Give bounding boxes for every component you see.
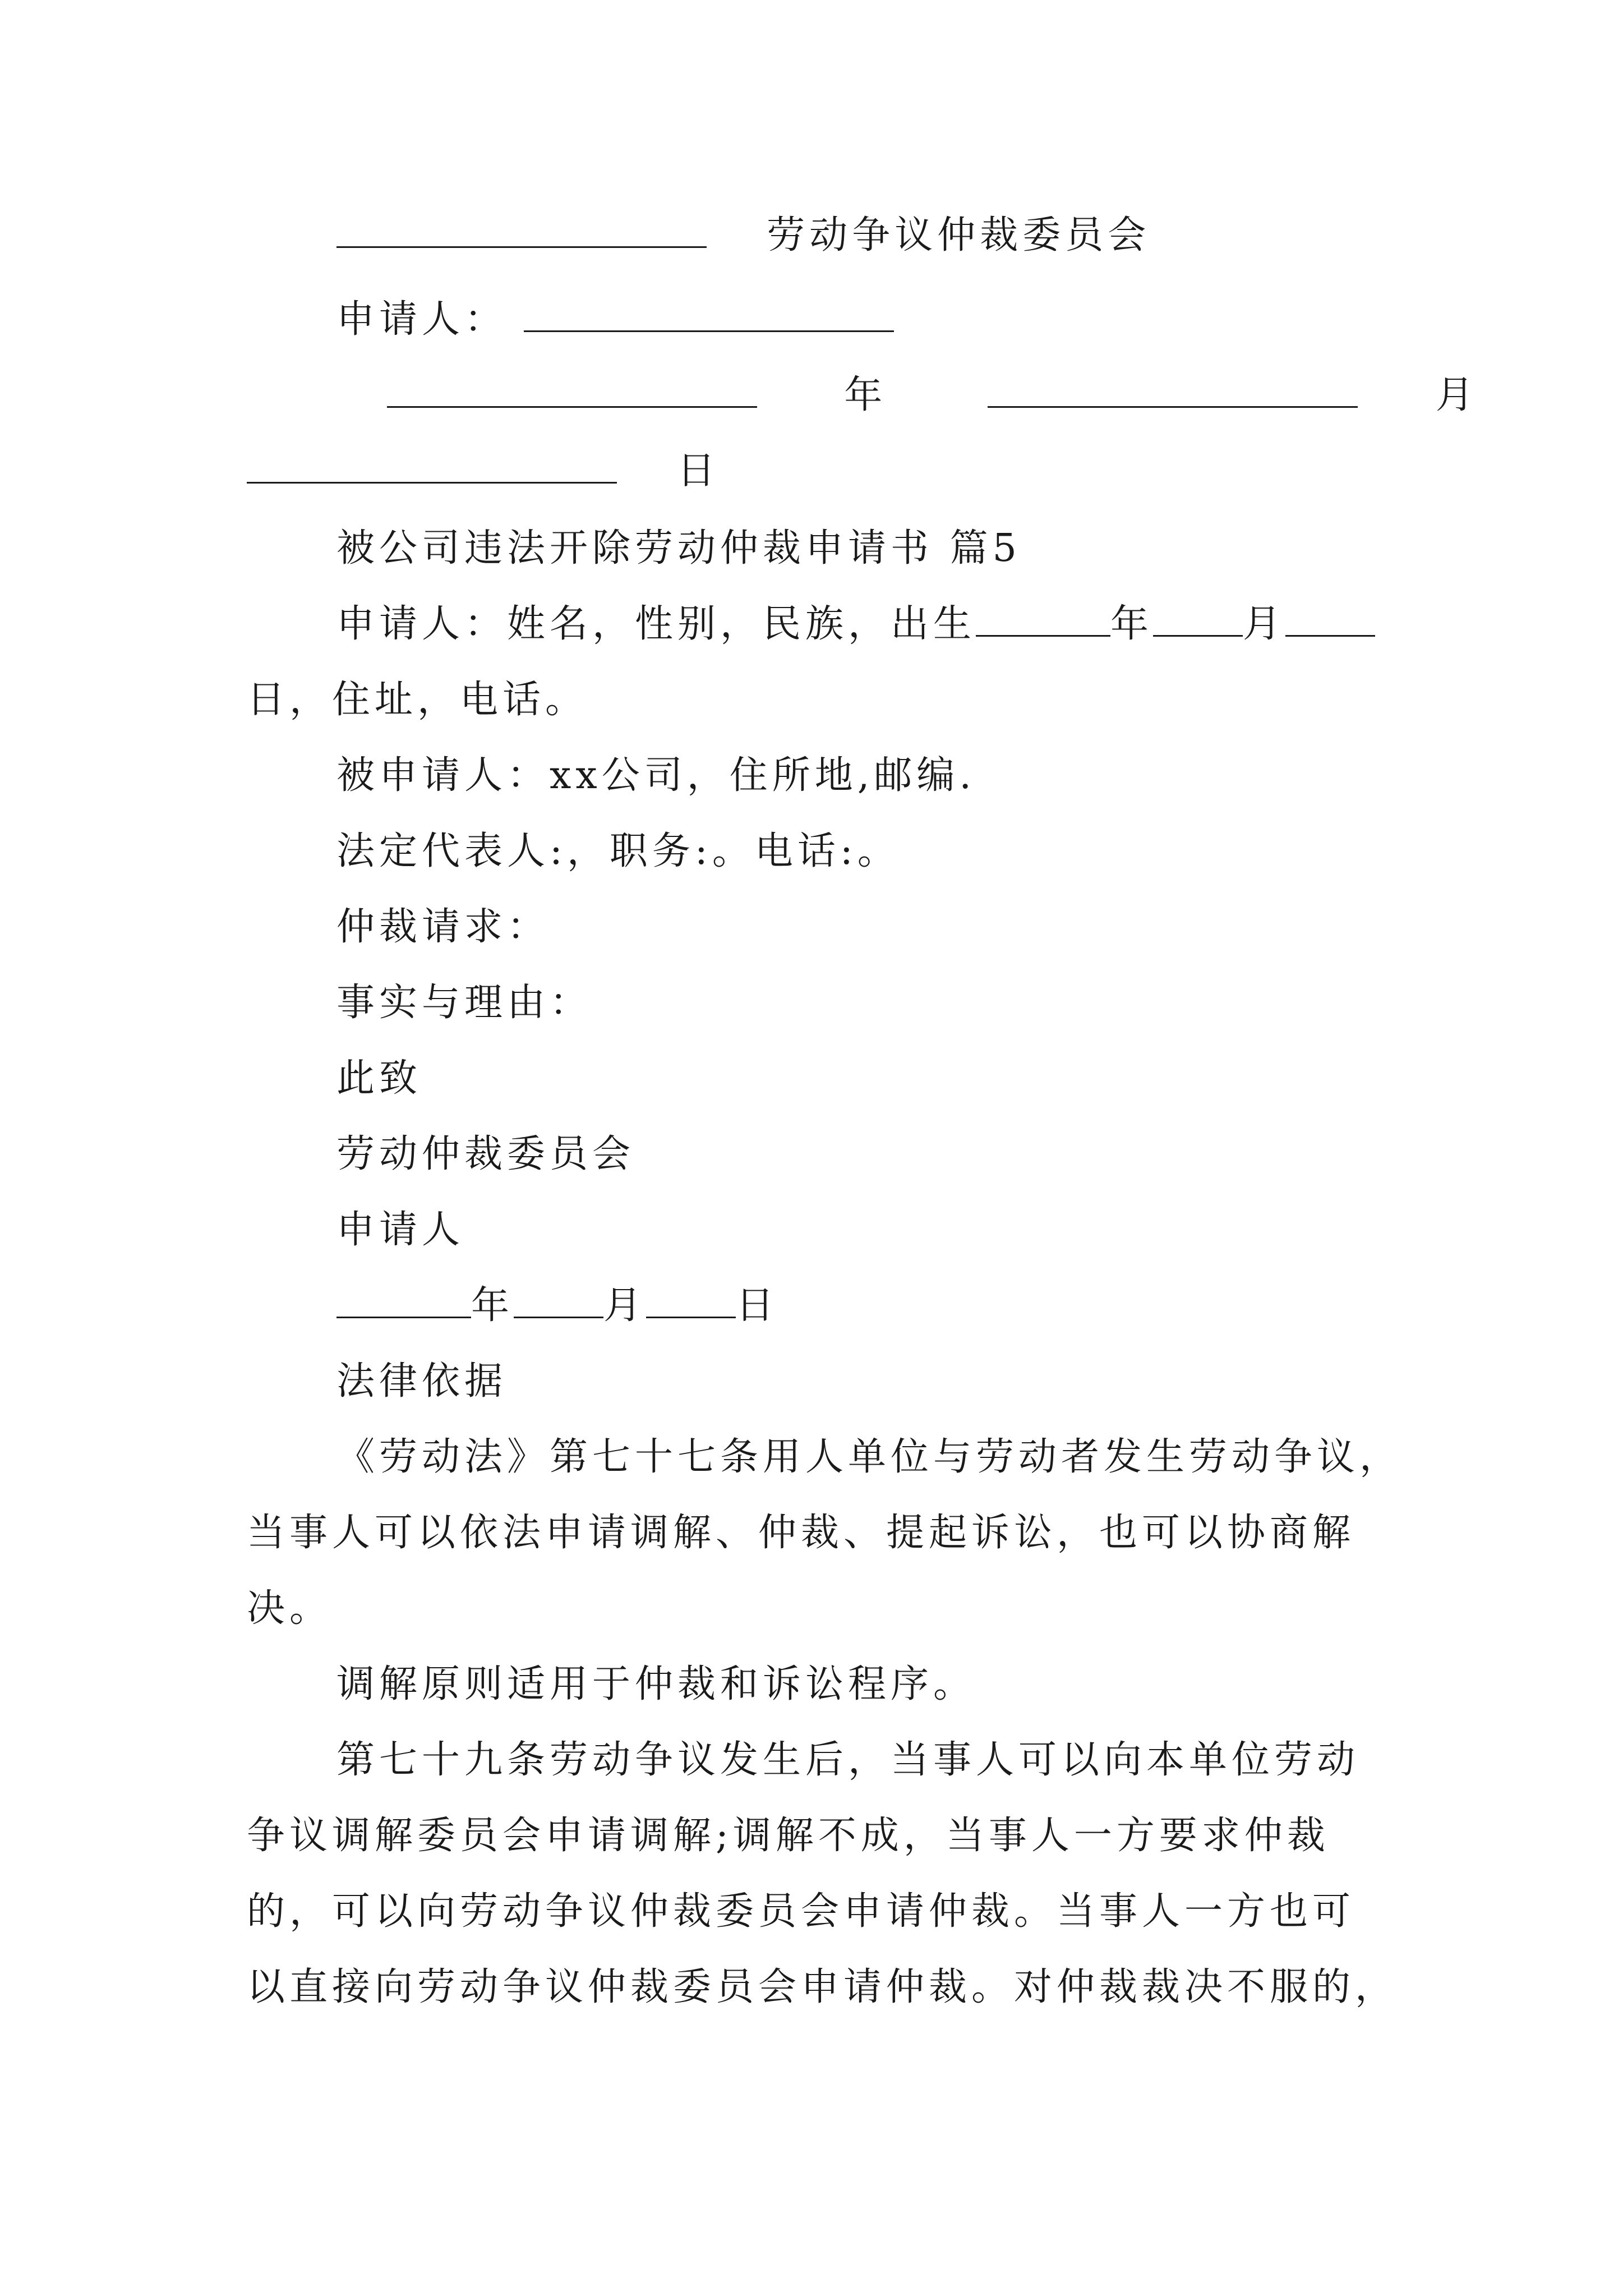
applicant-name-blank[interactable] [524, 299, 894, 332]
date-month-blank[interactable] [988, 375, 1358, 408]
birth-month-label: 月 [1243, 602, 1286, 646]
committee-header [336, 213, 1150, 258]
bottom-day-blank[interactable] [646, 1285, 736, 1318]
applicant-info-line-2: 日，住址，电话。 [247, 678, 588, 722]
date-year-label: 年 [844, 373, 887, 417]
paragraph-line: 第七十九条劳动争议发生后，当事人可以向本单位劳动 [336, 1738, 1360, 1782]
date-day-blank[interactable] [247, 450, 617, 484]
birth-year-blank[interactable] [976, 604, 1110, 637]
bottom-day-label: 日 [736, 1283, 779, 1328]
bottom-month-label: 月 [603, 1283, 647, 1328]
birth-year-label: 年 [1110, 602, 1154, 646]
date-bottom [336, 1283, 778, 1328]
addressee-line: 劳动仲裁委员会 [336, 1132, 635, 1176]
birth-month-blank[interactable] [1153, 604, 1243, 637]
birth-day-blank[interactable] [1285, 604, 1375, 637]
legal-basis-title: 法律依据 [336, 1359, 508, 1404]
paragraph-line: 的，可以向劳动争议仲裁委员会申请仲裁。当事人一方也可 [247, 1889, 1355, 1934]
legal-representative-line: 法定代表人:，职务:。电话:。 [336, 829, 900, 873]
date-top-day [247, 449, 720, 494]
date-top-year-month [387, 373, 1478, 418]
bottom-month-blank[interactable] [514, 1285, 603, 1318]
committee-header-suffix: 劳动争议仲裁委员会 [767, 213, 1151, 257]
paragraph-line: 决。 [247, 1586, 333, 1631]
paragraph-line: 调解原则适用于仲裁和诉讼程序。 [336, 1662, 976, 1706]
paragraph-line: 以直接向劳动争议仲裁委员会申请仲裁。对仲裁裁决不服的， [247, 1965, 1398, 2009]
signer-line: 申请人 [336, 1208, 465, 1252]
paragraph-line: 《劳动法》第七十七条用人单位与劳动者发生劳动争议， [336, 1435, 1403, 1479]
section-title: 被公司违法开除劳动仲裁申请书 篇5 [336, 526, 1021, 570]
bottom-year-blank[interactable] [336, 1285, 471, 1318]
bottom-year-label: 年 [471, 1283, 514, 1328]
facts-label: 事实与理由： [336, 981, 593, 1025]
paragraph-line: 争议调解委员会申请调解;调解不成，当事人一方要求仲裁 [247, 1814, 1330, 1858]
applicant-signature-top [336, 297, 894, 342]
committee-name-blank[interactable] [336, 215, 707, 248]
date-year-blank[interactable] [387, 375, 757, 408]
applicant-label: 申请人： [336, 297, 508, 342]
claims-label: 仲裁请求： [336, 905, 550, 949]
applicant-info-text: 申请人：姓名，性别，民族，出生 [336, 602, 976, 646]
date-day-label: 日 [677, 449, 720, 493]
paragraph-line: 当事人可以依法申请调解、仲裁、提起诉讼，也可以协商解 [247, 1511, 1355, 1555]
respondent-line: 被申请人：xx公司，住所地,邮编. [336, 753, 976, 798]
applicant-info-line-1 [336, 602, 1375, 647]
date-month-label: 月 [1435, 373, 1478, 417]
closing-line: 此致 [336, 1056, 422, 1101]
